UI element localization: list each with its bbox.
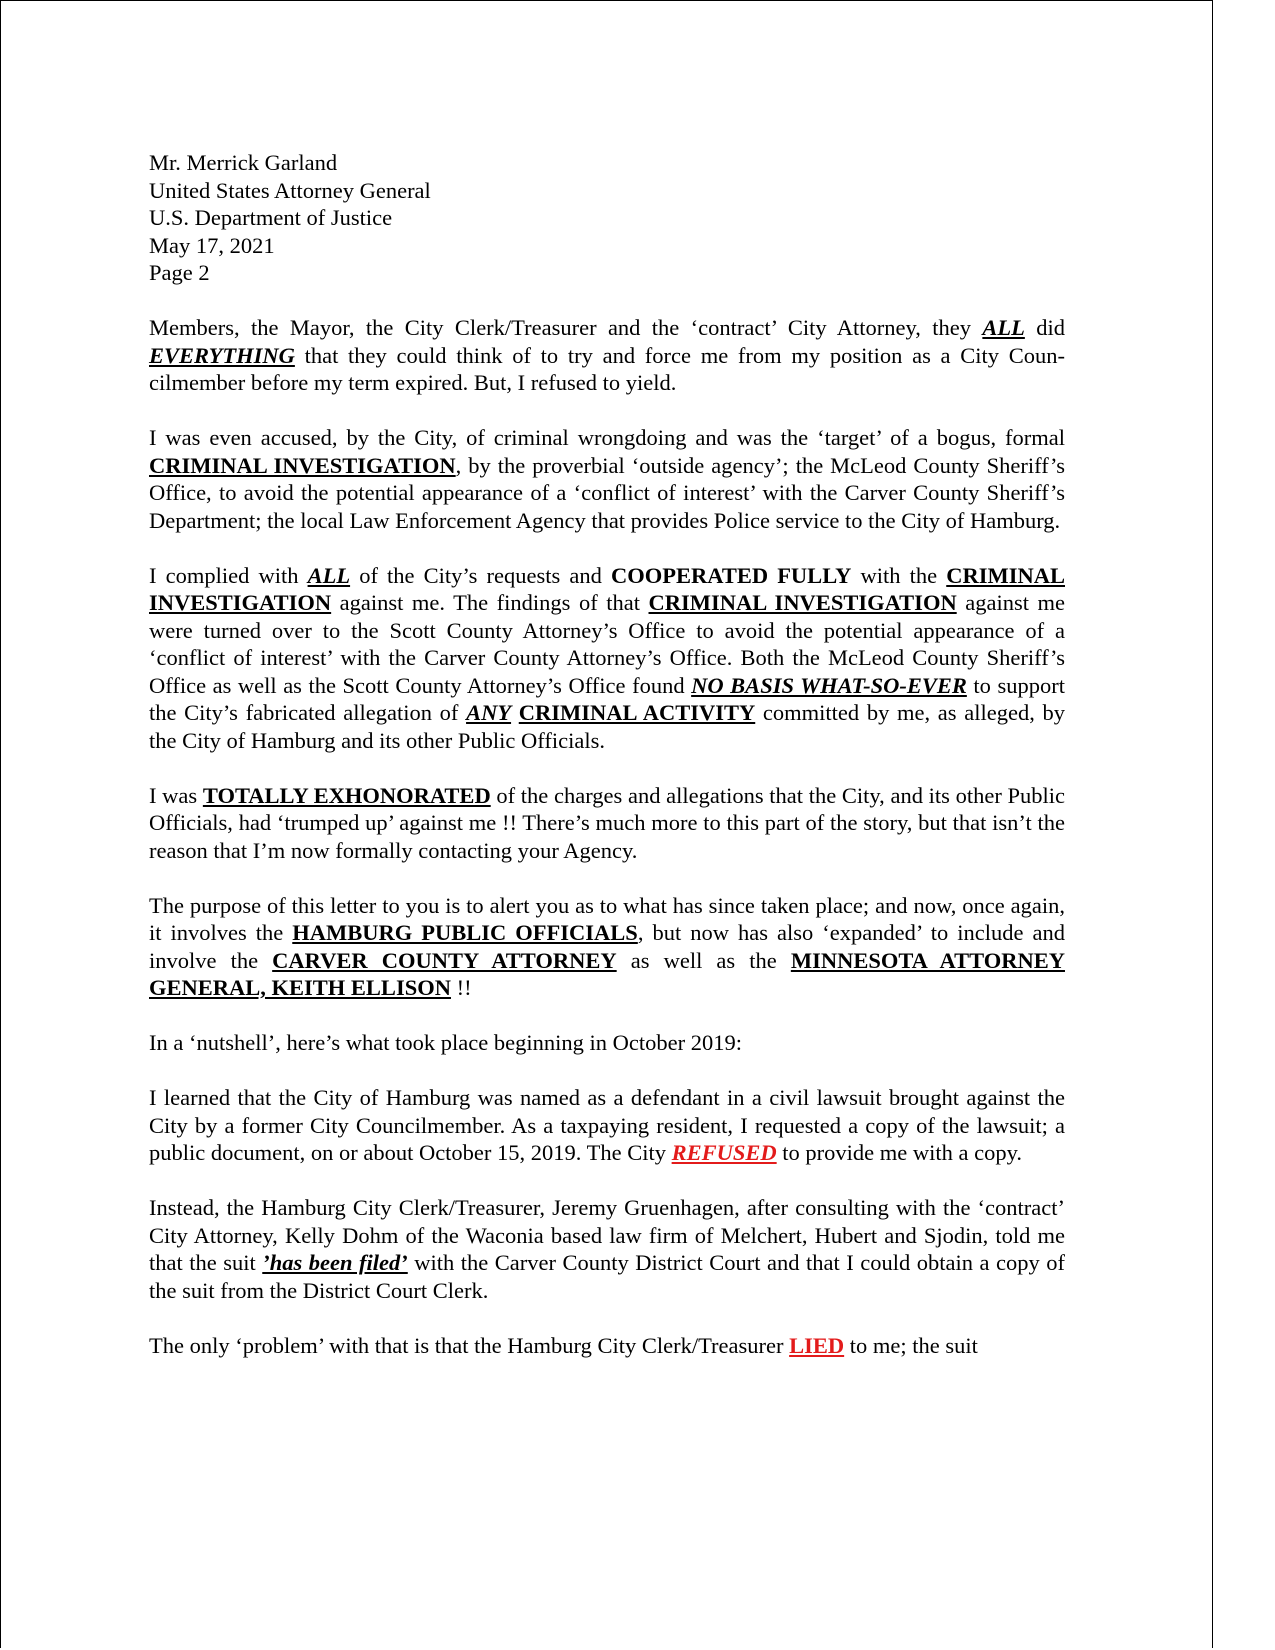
emphasized-text: ALL <box>307 562 351 588</box>
emphasized-text: MINNESOTA ATTORNEY GENERAL, KEITH ELLISON <box>149 947 1065 1000</box>
emphasized-text: TOTALLY EXHONORATED <box>202 782 491 808</box>
paragraph-text: against me were turned over to the Scott County Attorney’s Office to avoid the potential appearance of a ‘conflict of interest’ with the Carver County Attorney’s Office. Both the McLeod County Sheriff’s Office as well as the Scott County Attorney’s Office found <box>149 590 1065 698</box>
recipient-title: United States Attorney General <box>149 177 431 203</box>
paragraph-text: committed by me, as alleged, by the City of Hamburg and its other Public Officials. <box>149 700 1066 753</box>
letter-body <box>149 149 1065 1387</box>
page-number: Page 2 <box>149 260 210 285</box>
paragraph-text: The only ‘problem’ with that is that the Hamburg City Clerk/Treasurer <box>149 1332 790 1358</box>
paragraph-text: !! <box>450 975 472 1000</box>
paragraph-text: The purpose of this letter to you is to alert you as to what has since taken place; and now, once again, it involves the <box>149 892 1065 945</box>
body-paragraph <box>149 1084 1065 1167</box>
paragraph-text: , by the proverbial ‘outside agency’; the McLeod County Sheriff’s Office, to avoid the potential appearance of a ‘conflict of interest’ with the Carver County Sheriff’s Department; the local Law Enforcement Agency that provides Police service to the City of Hamburg. <box>149 452 1065 533</box>
emphasized-text: HAMBURG PUBLIC OFFICIALS <box>292 920 638 945</box>
emphasized-text: ALL <box>982 315 1025 340</box>
emphasized-text: CRIMINAL ACTIVITY <box>518 700 756 725</box>
paragraph-text: of the charges and allegations that the City, and its other Public Officials, had ‘trumped up’ against me !! There’s much more to this part of the story, but that isn’t the reason that I’m now formally contacting your Agency. <box>149 782 1066 863</box>
paragraph-text: of the City’s requests and <box>350 562 611 588</box>
paragraph-text: against me. The findings of that <box>331 590 649 615</box>
paragraph-text: to support the City’s fabricated allegation of <box>149 672 1065 725</box>
paragraph-text: I was <box>149 782 203 808</box>
paragraph-text: to me; the suit <box>844 1332 978 1358</box>
paragraph-text: In a ‘nutshell’, here’s what took place beginning in October 2019: <box>149 1030 742 1055</box>
emphasized-text: REFUSED <box>671 1140 777 1165</box>
paragraph-text: I was even accused, by the City, of criminal wrongdoing and was the ‘target’ of a bogus, formal <box>149 425 1065 450</box>
emphasized-text: ’has been filed’ <box>262 1250 408 1275</box>
recipient-name: Mr. Merrick Garland <box>149 150 338 175</box>
paragraph-text: Instead, the Hamburg City Clerk/Treasurer, Jeremy Gruenhagen, after consulting with the ‘contract’ City Attorney, Kelly Dohm of the Waconia based law firm of Melchert, Hubert and Sjodin, told me that the suit <box>149 1195 1065 1275</box>
body-paragraph <box>149 1194 1065 1304</box>
paragraph-text: as well as the <box>616 947 791 973</box>
paragraph-text: I complied with <box>149 562 308 588</box>
emphasized-text: EVERYTHING <box>149 342 295 368</box>
paragraph-text: that they could think of to try and force me from my position as a City Councilmember before my term expired. But, I refused to yield. <box>149 342 1065 395</box>
paragraph-text: to provide me with a copy. <box>776 1140 1023 1165</box>
paragraph-text: with the <box>851 562 947 588</box>
body-paragraph <box>149 1332 1065 1360</box>
emphasized-text: LIED <box>789 1332 845 1358</box>
recipient-department: U.S. Department of Justice <box>149 205 393 230</box>
letter-paragraphs <box>149 314 1065 1359</box>
emphasized-text: ANY <box>466 700 512 725</box>
paragraph-text: , but now has also ‘expanded’ to include and involve the <box>149 920 1065 973</box>
emphasized-text: CRIMINAL INVESTIGATION <box>149 452 456 478</box>
emphasized-text: CARVER COUNTY ATTORNEY <box>272 947 617 973</box>
body-paragraph <box>149 562 1065 755</box>
letter-date: May 17, 2021 <box>149 232 275 258</box>
body-paragraph <box>149 1029 1065 1057</box>
body-paragraph <box>149 314 1065 397</box>
paragraph-text <box>511 700 519 725</box>
emphasized-text: COOPERATED FULLY <box>610 562 852 588</box>
paragraph-text: did <box>1024 315 1065 340</box>
body-paragraph <box>149 782 1065 865</box>
address-block <box>149 149 1065 287</box>
body-paragraph <box>149 424 1065 534</box>
paragraph-text: Members, the Mayor, the City Clerk/Treasurer and the ‘contract’ City Attorney, they <box>149 315 983 340</box>
body-paragraph <box>149 892 1065 1002</box>
paragraph-text: I learned that the City of Hamburg was named as a defendant in a civil lawsuit brought against the City by a former City Councilmember. As a taxpaying resident, I requested a copy of the lawsuit; a public document, on or about October 15, 2019. The City <box>149 1085 1065 1165</box>
emphasized-text: CRIMINAL INVESTIGATION <box>149 562 1065 615</box>
emphasized-text: CRIMINAL INVESTIGATION <box>648 590 957 615</box>
emphasized-text: NO BASIS WHAT-SO-EVER <box>691 672 967 698</box>
paragraph-text: with the Carver County District Court and that I could obtain a copy of the suit from the District Court Clerk. <box>149 1250 1065 1303</box>
